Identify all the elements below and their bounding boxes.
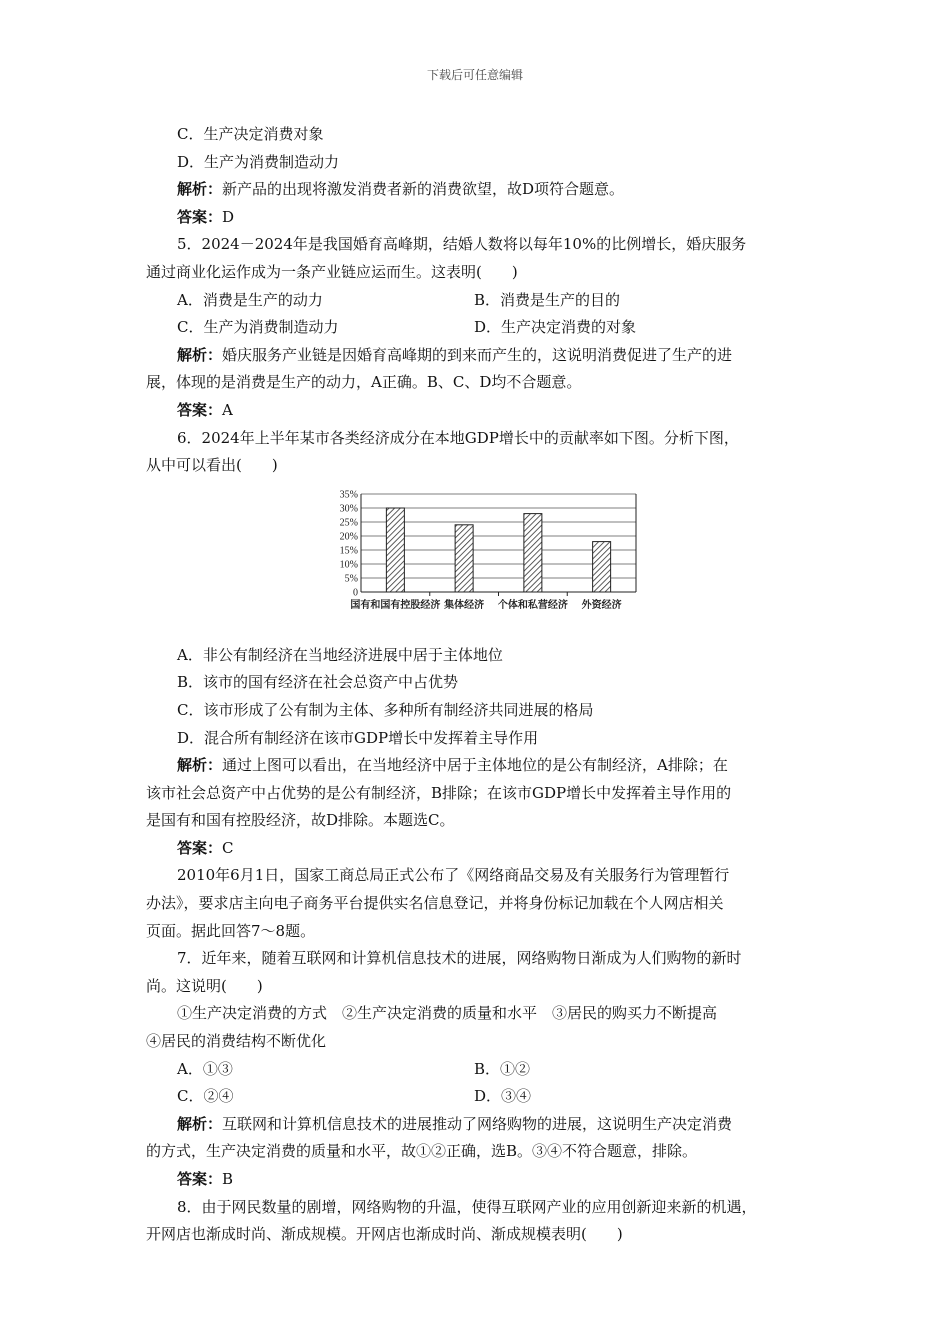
passage-line1: 2010年6月1日，国家工商总局正式公布了《网络商品交易及有关服务行为管理暂行 bbox=[177, 866, 730, 885]
q4-option-c: C．生产决定消费对象 bbox=[177, 125, 324, 143]
q7-stem-line1: 7．近年来，随着互联网和计算机信息技术的进展，网络购物日渐成为人们购物的新时 bbox=[177, 949, 742, 968]
q7-items-line2: ④居民的消费结构不断优化 bbox=[146, 1032, 327, 1051]
y-tick-label: 10% bbox=[339, 559, 358, 571]
answer-label: 答案： bbox=[177, 1170, 223, 1188]
q7-option-b: B．①② bbox=[474, 1059, 531, 1078]
q5-option-d: D．生产决定消费的对象 bbox=[474, 318, 637, 337]
bar bbox=[386, 508, 404, 592]
passage bbox=[146, 862, 812, 945]
q6-option-a: A．非公有制经济在当地经济进展中居于主体地位 bbox=[177, 645, 503, 664]
y-tick-label: 25% bbox=[339, 517, 358, 529]
q5-stem-line2: 通过商业化运作成为一条产业链应运而生。这表明( ) bbox=[146, 262, 518, 281]
bar bbox=[524, 513, 542, 591]
answer-value: D bbox=[222, 207, 235, 226]
q6-stem-line2: 从中可以看出( ) bbox=[146, 456, 278, 475]
q6-analysis bbox=[146, 752, 812, 835]
q4-answer bbox=[146, 204, 812, 232]
q5-options-row2 bbox=[146, 314, 812, 342]
passage-line3: 页面。据此回答7～8题。 bbox=[146, 921, 316, 940]
q6-option-c: C．该市形成了公有制为主体、多种所有制经济共同进展的格局 bbox=[177, 700, 594, 719]
q7-options-row1 bbox=[146, 1056, 812, 1084]
q6-option-b: B．该市的国有经济在社会总资产中占优势 bbox=[177, 673, 459, 692]
document-body bbox=[146, 121, 812, 1249]
y-tick-label: 15% bbox=[339, 545, 358, 557]
q4-option-d: D．生产为消费制造动力 bbox=[177, 152, 340, 171]
q5-stem bbox=[146, 231, 812, 286]
y-tick-label: 30% bbox=[339, 503, 358, 515]
q8-stem-line2: 开网店也渐成时尚、渐成规模。开网店也渐成时尚、渐成规模表明( ) bbox=[146, 1225, 623, 1244]
answer-label: 答案： bbox=[177, 207, 223, 226]
q5-options-row1 bbox=[146, 287, 812, 315]
q7-option-c: C．②④ bbox=[177, 1087, 234, 1106]
x-tick-label: 个体和私营经济 bbox=[497, 599, 568, 611]
q7-option-a: A．①③ bbox=[177, 1059, 233, 1078]
q5-option-b: B．消费是生产的目的 bbox=[474, 290, 621, 309]
analysis-line1: 互联网和计算机信息技术的进展推动了网络购物的进展，这说明生产决定消费 bbox=[222, 1114, 733, 1133]
analysis-label: 解析： bbox=[177, 756, 223, 775]
analysis-line2: 展，体现的是消费是生产的动力，A正确。B、C、D均不合题意。 bbox=[146, 373, 582, 392]
page-header: 下载后可任意编辑 bbox=[426, 68, 523, 82]
x-tick-label: 外资经济 bbox=[581, 599, 622, 611]
q7-option-d: D．③④ bbox=[474, 1087, 532, 1106]
q7-analysis bbox=[146, 1111, 812, 1166]
analysis-label: 解析： bbox=[177, 1114, 223, 1133]
bar bbox=[593, 541, 611, 591]
y-tick-label: 0 bbox=[353, 587, 358, 599]
q5-option-c: C．生产为消费制造动力 bbox=[177, 318, 339, 337]
y-tick-label: 20% bbox=[339, 531, 358, 543]
q7-stem-line2: 尚。这说明( ) bbox=[146, 976, 263, 995]
analysis-line2: 该市社会总资产中占优势的是公有制经济，B排除；在该市GDP增长中发挥着主导作用的 bbox=[146, 783, 732, 802]
q6-option-d: D．混合所有制经济在该市GDP增长中发挥着主导作用 bbox=[177, 728, 539, 747]
analysis-label: 解析： bbox=[177, 345, 223, 364]
answer-label: 答案： bbox=[177, 838, 223, 857]
answer-value: A bbox=[222, 400, 233, 419]
q4-analysis bbox=[146, 176, 812, 204]
q8-stem bbox=[146, 1194, 812, 1249]
q6-answer bbox=[146, 835, 812, 863]
q7-items bbox=[146, 1000, 812, 1055]
analysis-line1: 婚庆服务产业链是因婚育高峰期的到来而产生的，这说明消费促进了生产的进 bbox=[222, 345, 733, 364]
q5-stem-line1: 5．2024－2024年是我国婚育高峰期，结婚人数将以每年10%的比例增长，婚庆服务 bbox=[177, 235, 747, 254]
answer-label: 答案： bbox=[177, 400, 223, 419]
analysis-label: 解析： bbox=[177, 180, 223, 199]
y-tick-label: 5% bbox=[344, 573, 358, 585]
q7-items-line1: ①生产决定消费的方式 ②生产决定消费的质量和水平 ③居民的购买力不断提高 bbox=[177, 1004, 718, 1023]
q6-stem bbox=[146, 425, 812, 480]
q7-stem bbox=[146, 945, 812, 1000]
bar bbox=[455, 525, 473, 592]
analysis-line1: 通过上图可以看出，在当地经济中居于主体地位的是公有制经济，A排除；在 bbox=[222, 756, 728, 775]
q8-stem-line1: 8．由于网民数量的剧增，网络购物的升温，使得互联网产业的应用创新迎来新的机遇， bbox=[177, 1197, 757, 1216]
bar-chart bbox=[320, 486, 650, 636]
q6-stem-line1: 6．2024年上半年某市各类经济成分在本地GDP增长中的贡献率如下图。分析下图， bbox=[177, 428, 739, 447]
answer-value: C bbox=[222, 838, 234, 857]
analysis-line3: 是国有和国有控股经济，故D排除。本题选C。 bbox=[146, 811, 455, 830]
q5-option-a: A．消费是生产的动力 bbox=[177, 290, 323, 309]
analysis-line2: 的方式，生产决定消费的质量和水平，故①②正确，选B。③④不符合题意，排除。 bbox=[146, 1142, 698, 1161]
q7-options-row2 bbox=[146, 1083, 812, 1111]
y-tick-label: 35% bbox=[339, 489, 358, 501]
q5-answer bbox=[146, 397, 812, 425]
q7-answer bbox=[146, 1166, 812, 1194]
x-tick-label: 国有和国有控股经济 bbox=[350, 599, 441, 611]
bar-chart-figure bbox=[146, 486, 812, 636]
q5-analysis bbox=[146, 342, 812, 397]
analysis-text: 新产品的出现将激发消费者新的消费欲望，故D项符合题意。 bbox=[222, 180, 625, 199]
passage-line2: 办法》，要求店主向电子商务平台提供实名信息登记，并将身份标记加载在个人网店相关 bbox=[146, 894, 724, 913]
answer-value: B bbox=[222, 1170, 234, 1188]
x-tick-label: 集体经济 bbox=[444, 599, 485, 611]
